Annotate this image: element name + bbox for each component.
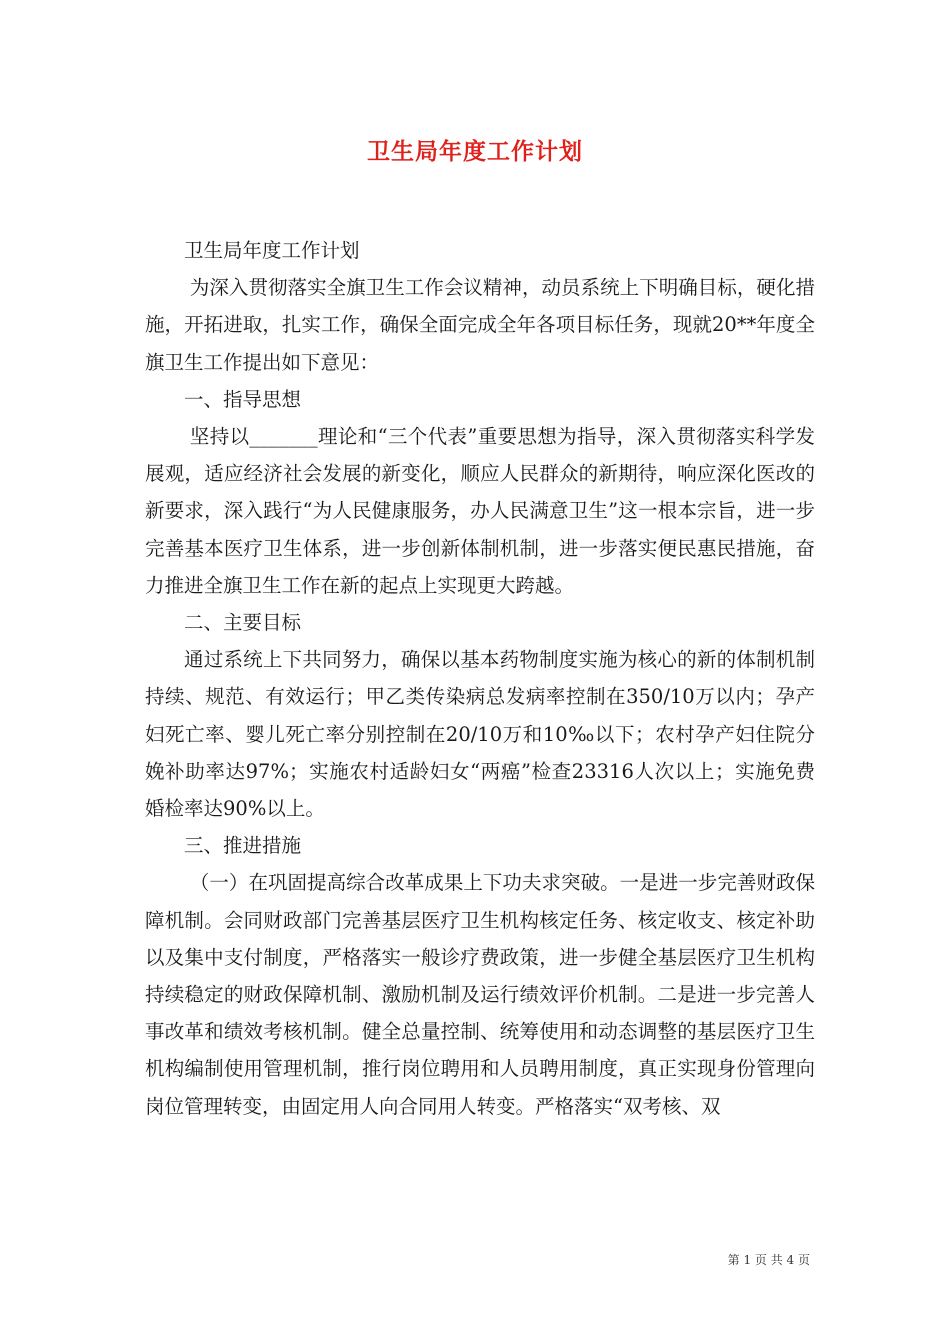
subtitle-paragraph: 卫生局年度工作计划	[184, 239, 360, 262]
page-number: 第 1 页 共 4 页	[727, 1253, 810, 1267]
document-title: 卫生局年度工作计划	[367, 138, 583, 165]
document-body	[145, 232, 815, 1125]
main-goals-paragraph: 通过系统上下共同努力，确保以基本药物制度实施为核心的新的体制机制持续、规范、有效运行；甲乙类传染病总发病率控制在350/10万以内；孕产妇死亡率、婴儿死亡率分别控制在20/10万和10‰以下；农村孕产妇住院分娩补助率达97%；实施农村适龄妇女“两癌”检查23316人次以上；实施免费婚检率达90%以上。	[145, 648, 815, 821]
section-heading-main-goals: 二、主要目标	[184, 611, 302, 635]
intro-paragraph: 为深入贯彻落实全旗卫生工作会议精神，动员系统上下明确目标，硬化措施，开拓进取，扎实工作，确保全面完成全年各项目标任务，现就20**年度全旗卫生工作提出如下意见：	[145, 276, 815, 374]
section-heading-guiding-ideology: 一、指导思想	[184, 387, 302, 411]
measures-paragraph: （一）在巩固提高综合改革成果上下功夫求突破。一是进一步完善财政保障机制。会同财政部门完善基层医疗卫生机构核定任务、核定收支、核定补助以及集中支付制度，严格落实一般诊疗费政策，进一步健全基层医疗卫生机构持续稳定的财政保障机制、激励机制及运行绩效评价机制。二是进一步完善人事改革和绩效考核机制。健全总量控制、统筹使用和动态调整的基层医疗卫生机构编制使用管理机制，推行岗位聘用和人员聘用制度，真正实现身份管理向岗位管理转变，由固定用人向合同用人转变。严格落实“双考核、双	[145, 871, 815, 1118]
section-heading-measures: 三、推进措施	[184, 834, 302, 858]
guiding-ideology-paragraph: 坚持以_______理论和“三个代表”重要思想为指导，深入贯彻落实科学发展观，适应经济社会发展的新变化，顺应人民群众的新期待，响应深化医改的新要求，深入践行“为人民健康服务，办人民满意卫生”这一根本宗旨，进一步完善基本医疗卫生体系，进一步创新体制机制，进一步落实便民惠民措施，奋力推进全旗卫生工作在新的起点上实现更大跨越。	[145, 425, 815, 597]
